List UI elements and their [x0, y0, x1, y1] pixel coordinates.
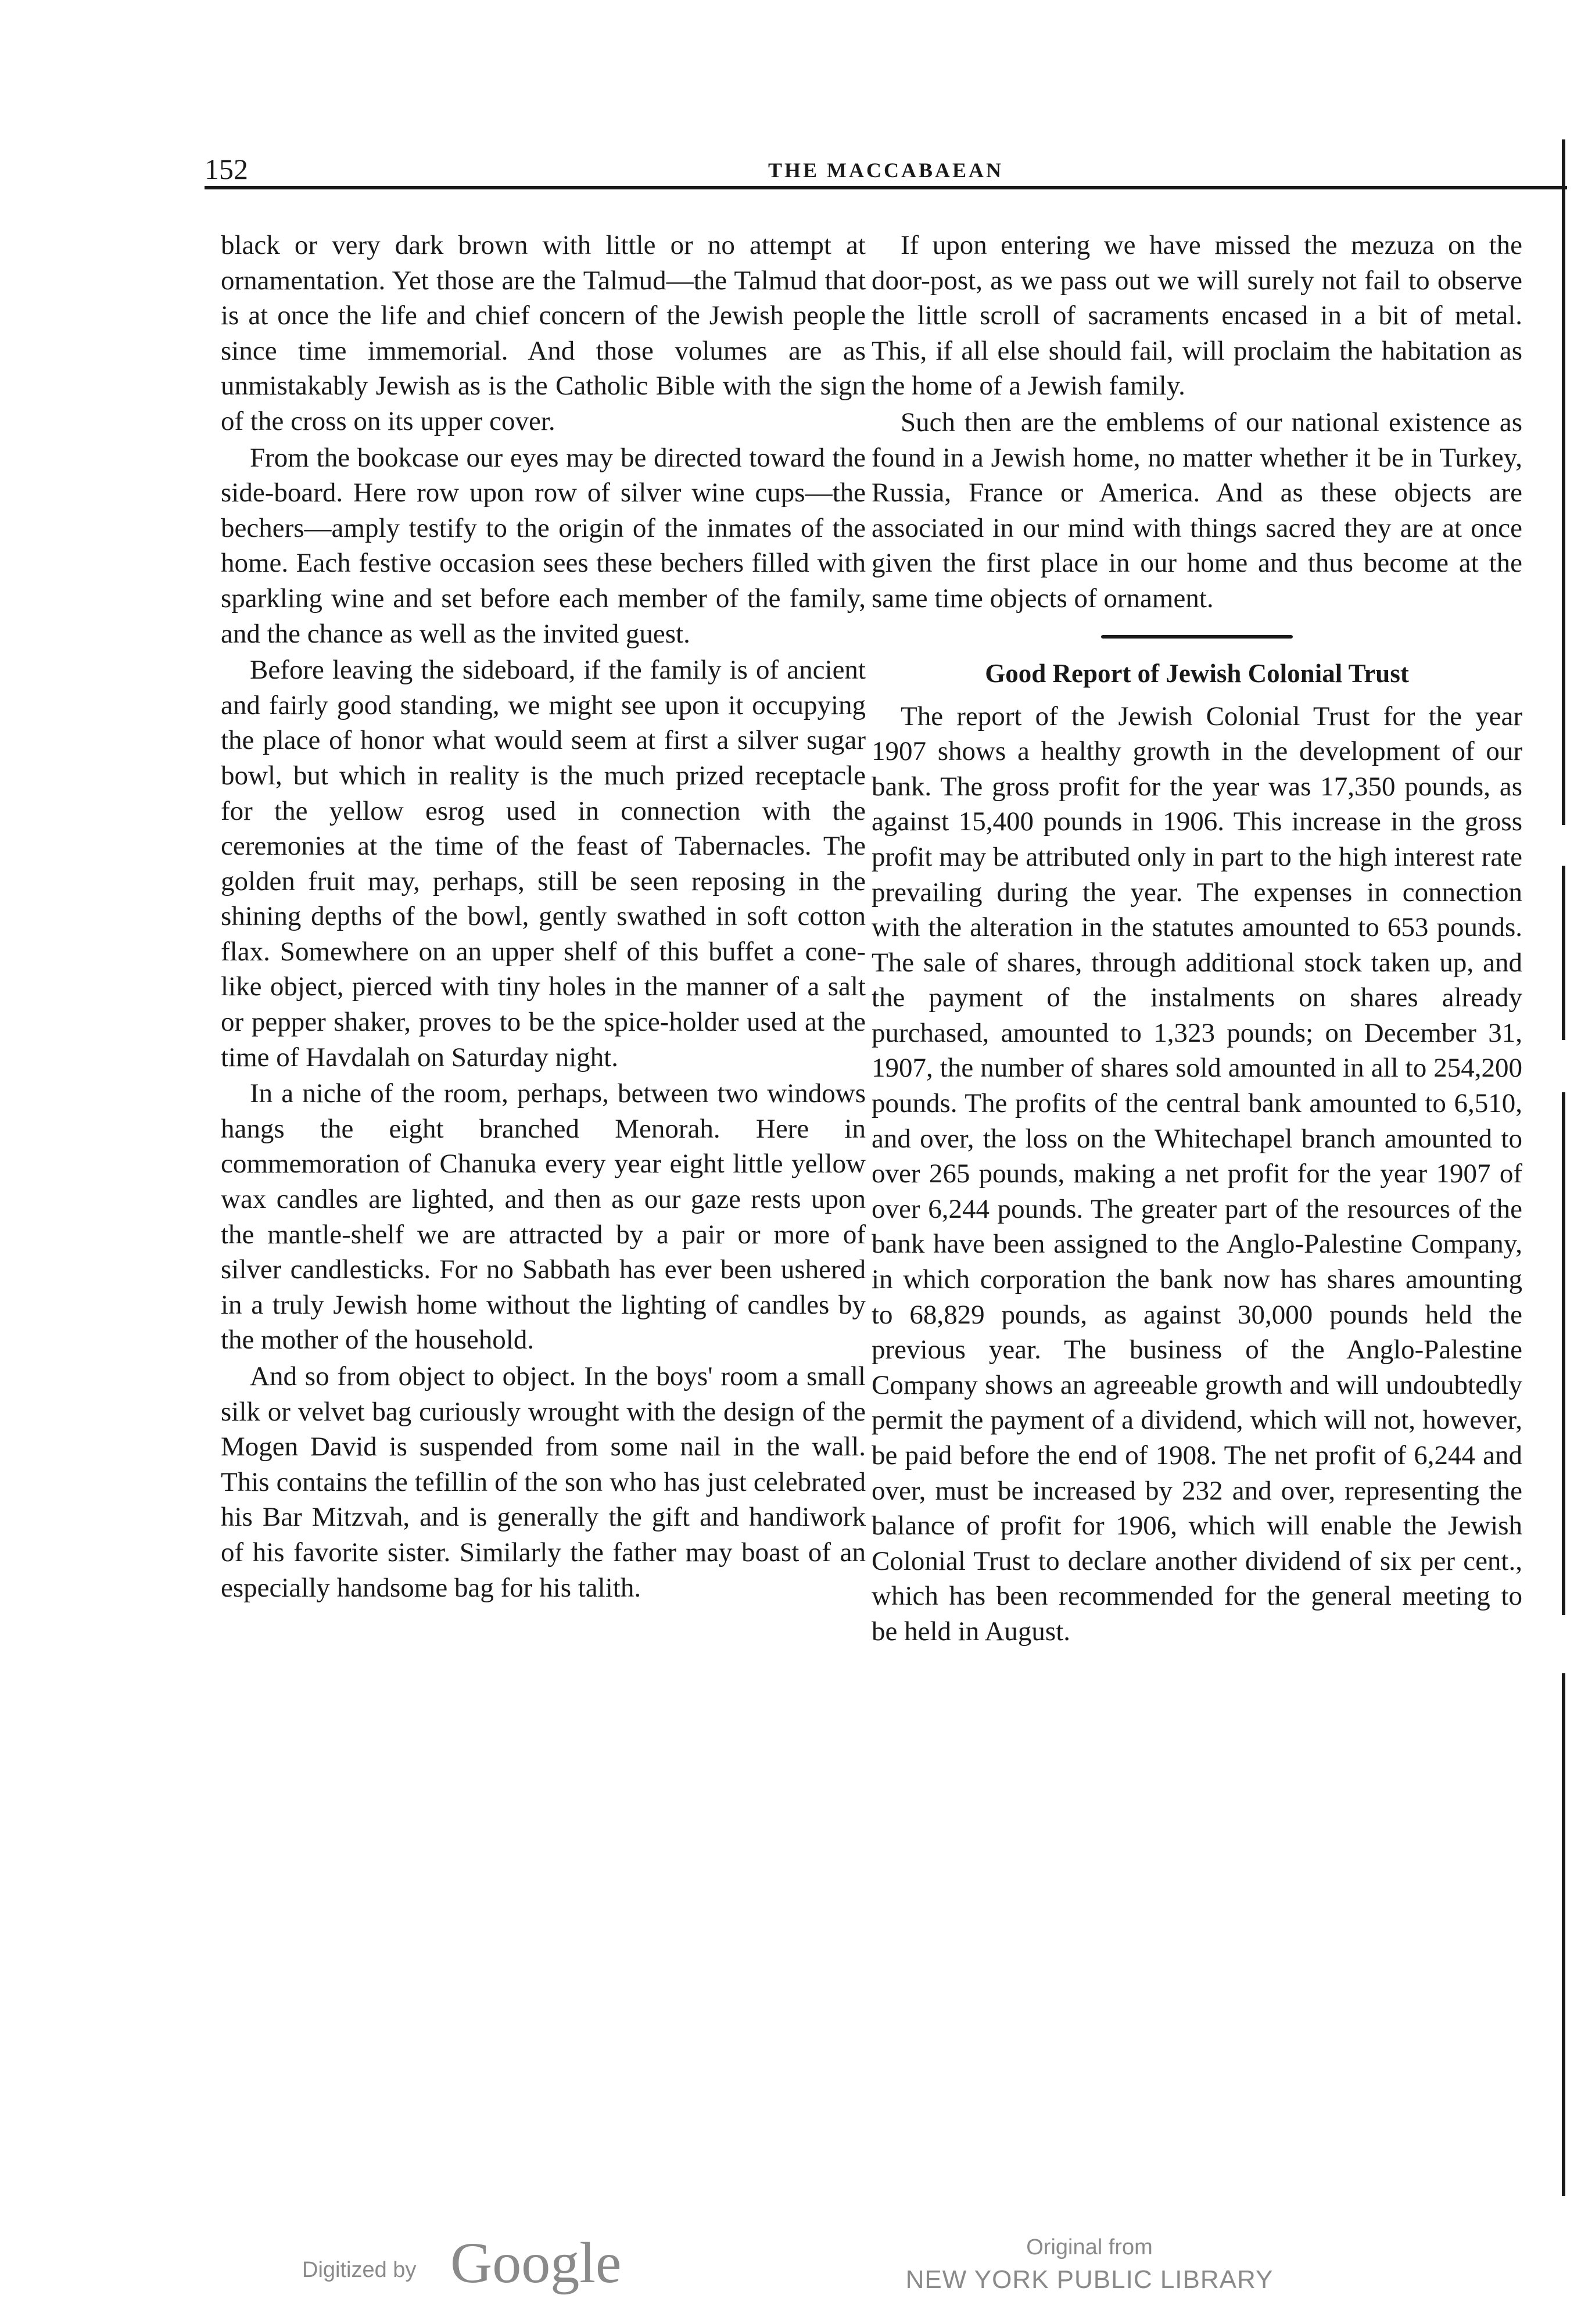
paragraph: Before leaving the sideboard, if the family is of ancient and fairly good standing, we might see upon it occupying the place of honor what would seem at first a silver sugar bowl, but which in reality is the much prized receptacle for the yellow esrog used in connection with the ceremonies at the time of the feast of Tabernacles. The golden fruit may, perhaps, still be seen reposing in the shining depths of the bowl, gently swathed in soft cotton flax. Somewhere on an upper shelf of this buffet a cone-like object, pierced with tiny holes in the manner of a salt or pepper shaker, proves to be the spice-holder used at the time of Havdalah on Saturday night. — [221, 655, 866, 1073]
paragraph: black or very dark brown with little or no attempt at ornamentation. Yet those are the Talmud—the Talmud that is at once the life and chief concern of the Jewish people since time immemorial. And those volumes are as unmistakably Jewish as is the Catholic Bible with the sign of the cross on its upper cover. — [221, 230, 866, 436]
right-column — [872, 228, 1522, 1649]
scan-edge-mark — [1562, 1092, 1565, 1615]
scan-edge-mark — [1562, 139, 1565, 825]
section-divider — [1101, 635, 1293, 639]
google-logo: Google — [450, 2230, 622, 2295]
paragraph: The report of the Jewish Colonial Trust for the year 1907 shows a healthy growth in the development of our bank. The gross profit for the year was 17,350 pounds, as against 15,400 pounds in 1906. This increase in the gross profit may be attributed only in part to the high interest rate prevailing during the year. The expenses in connection with the alteration in the statutes amounted to 653 pounds. The sale of shares, through additional stock taken up, and the payment of the instalments on shares already purchased, amounted to 1,323 pounds; on December 31, 1907, the number of shares sold amounted in all to 254,200 pounds. The profits of the central bank amounted to 6,510, and over, the loss on the Whitechapel branch amounted to over 265 pounds, making a net profit for the year 1907 of over 6,244 pounds. The greater part of the resources of the bank have been assigned to the Anglo-Palestine Company, in which corporation the bank now has shares amounting to 68,829 pounds, as against 30,000 pounds held the previous year. The business of the Anglo-Palestine Company shows an agreeable growth and will undoubtedly permit the payment of a dividend, which will not, however, be paid before the end of 1908. The net profit of 6,244 and over, must be increased by 232 and over, representing the balance of profit for 1906, which will enable the Jewish Colonial Trust to declare another dividend of six per cent., which has been recommended for the general meeting to be held in August. — [872, 701, 1522, 1647]
original-from-credit — [872, 2232, 1307, 2297]
digitized-by-google-watermark — [302, 2231, 651, 2295]
paragraph: Such then are the emblems of our national existence as found in a Jewish home, no matter whether it be in Turkey, Russia, France or America. And as these objects are associated in our mind with things sacred they are at once given the first place in our home and thus become at the same time objects of ornament. — [872, 407, 1522, 614]
digitized-by-label: Digitized by — [302, 2258, 417, 2282]
scan-edge-mark — [1562, 1673, 1565, 2196]
paragraph: In a niche of the room, perhaps, between two windows hangs the eight branched Menorah. Here in commemoration of Chanuka every year eight little yellow wax candles are lighted, and then as our gaze rests upon the mantle-shelf we are attracted by a pair or more of silver candlesticks. For no Sabbath has ever been ushered in a truly Jewish home without the lighting of candles by the mother of the household. — [221, 1078, 866, 1355]
scan-edge-mark — [1562, 866, 1565, 1040]
page-number: 152 — [205, 153, 248, 185]
paragraph: If upon entering we have missed the mezuza on the door-post, as we pass out we will surely not fail to observe the little scroll of sacraments encased in a bit of metal. This, if all else should fail, will proclaim the habitation as the home of a Jewish family. — [872, 230, 1522, 401]
paragraph: From the bookcase our eyes may be directed toward the side-board. Here row upon row of silver wine cups—the bechers—amply testify to the origin of the inmates of the home. Each festive occasion sees these bechers filled with sparkling wine and set before each member of the family, and the chance as well as the invited guest. — [221, 442, 866, 649]
paragraph: And so from object to object. In the boys' room a small silk or velvet bag curiously wrought with the design of the Mogen David is suspended from some nail in the wall. This contains the tefillin of the son who has just celebrated his Bar Mitzvah, and is generally the gift and handiwork of his favorite sister. Similarly the father may boast of an especially handsome bag for his talith. — [221, 1361, 866, 1603]
left-column — [221, 228, 866, 1605]
original-from-label: Original from — [1026, 2235, 1153, 2260]
running-head: THE MACCABAEAN — [768, 159, 1003, 182]
section-heading: Good Report of Jewish Colonial Trust — [985, 658, 1409, 688]
page-header — [205, 152, 1567, 189]
library-name: NEW YORK PUBLIC LIBRARY — [905, 2265, 1274, 2294]
